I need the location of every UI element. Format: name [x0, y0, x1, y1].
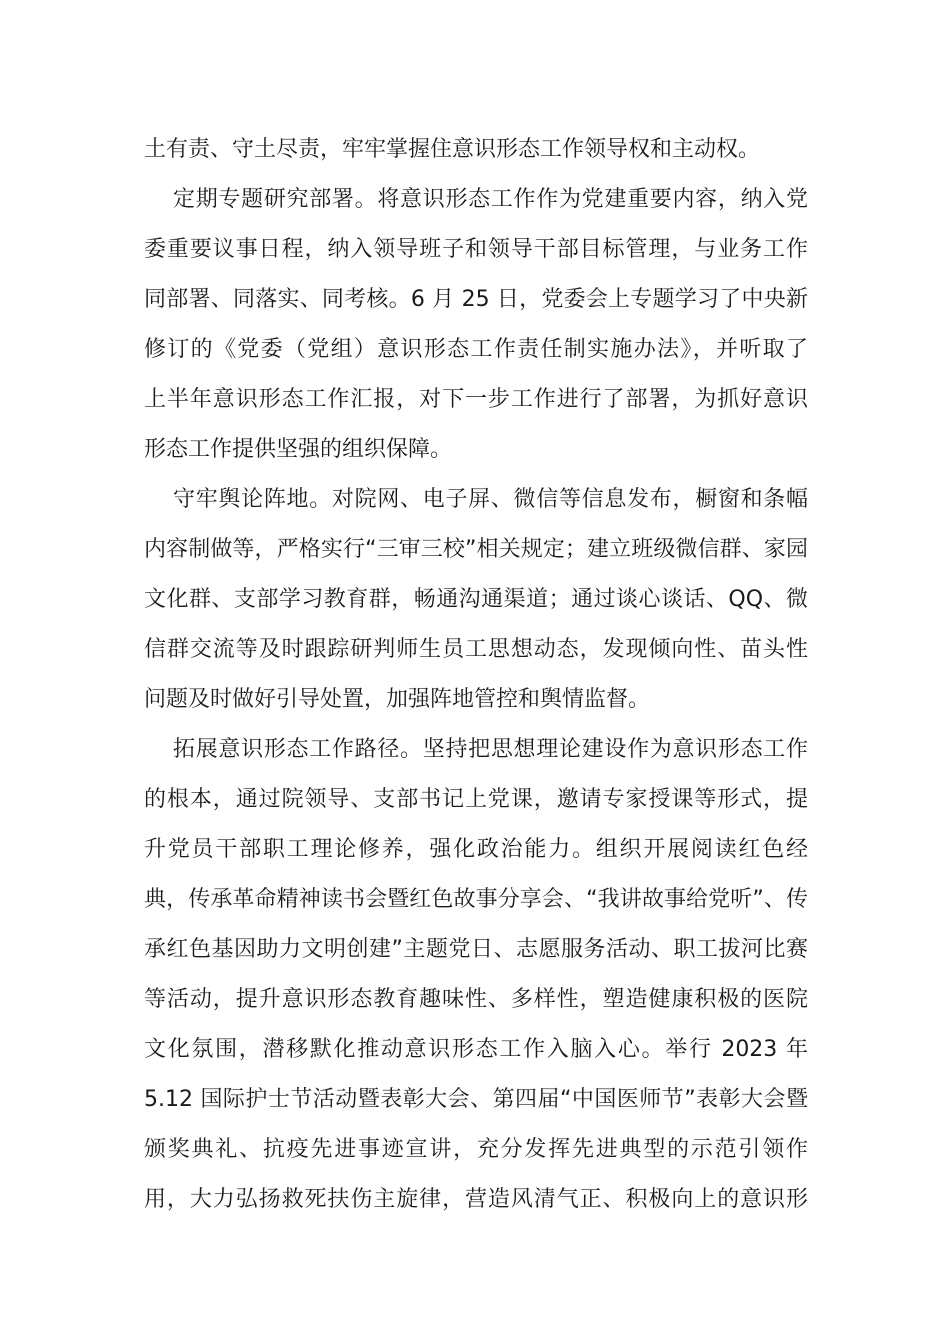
- text-line: 上半年意识形态工作汇报，对下一步工作进行了部署，为抓好意识: [144, 387, 808, 412]
- text-line: 形态工作提供坚强的组织保障。: [144, 437, 453, 462]
- text-line: 文化群、支部学习教育群，畅通沟通渠道；通过谈心谈话、QQ、微: [144, 587, 808, 612]
- text-line: 用，大力弘扬救死扶伤主旋律，营造风清气正、积极向上的意识形: [144, 1187, 808, 1212]
- text-line: 修订的《党委（党组）意识形态工作责任制实施办法》，并听取了: [144, 337, 808, 362]
- text-line: 内容制做等，严格实行“三审三校”相关规定；建立班级微信群、家园: [144, 537, 808, 562]
- text-line: 土有责、守土尽责，牢牢掌握住意识形态工作领导权和主动权。: [144, 137, 761, 162]
- text-line: 承红色基因助力文明创建”主题党日、志愿服务活动、职工拔河比赛: [144, 937, 808, 962]
- text-line: 委重要议事日程，纳入领导班子和领导干部目标管理，与业务工作: [144, 237, 808, 262]
- text-line: 典，传承革命精神读书会暨红色故事分享会、“我讲故事给党听”、传: [144, 887, 808, 912]
- text-line: 颁奖典礼、抗疫先进事迹宣讲，充分发挥先进典型的示范引领作: [144, 1137, 808, 1162]
- paragraph-first-line: 定期专题研究部署。将意识形态工作作为党建重要内容，纳入党: [173, 187, 808, 212]
- text-line: 信群交流等及时跟踪研判师生员工思想动态，发现倾向性、苗头性: [144, 637, 808, 662]
- text-line: 的根本，通过院领导、支部书记上党课，邀请专家授课等形式，提: [144, 787, 808, 812]
- text-line: 5.12 国际护士节活动暨表彰大会、第四届“中国医师节”表彰大会暨: [144, 1087, 808, 1112]
- paragraph-first-line: 拓展意识形态工作路径。坚持把思想理论建设作为意识形态工作: [173, 737, 808, 762]
- text-line: 同部署、同落实、同考核。6 月 25 日，党委会上专题学习了中央新: [144, 287, 808, 312]
- paragraph-first-line: 守牢舆论阵地。对院网、电子屏、微信等信息发布，橱窗和条幅: [173, 487, 808, 512]
- text-line: 升党员干部职工理论修养，强化政治能力。组织开展阅读红色经: [144, 837, 808, 862]
- text-line: 文化氛围，潜移默化推动意识形态工作入脑入心。举行 2023 年: [144, 1037, 808, 1062]
- text-line: 问题及时做好引导处置，加强阵地管控和舆情监督。: [144, 687, 651, 712]
- text-line: 等活动，提升意识形态教育趣味性、多样性，塑造健康积极的医院: [144, 987, 808, 1012]
